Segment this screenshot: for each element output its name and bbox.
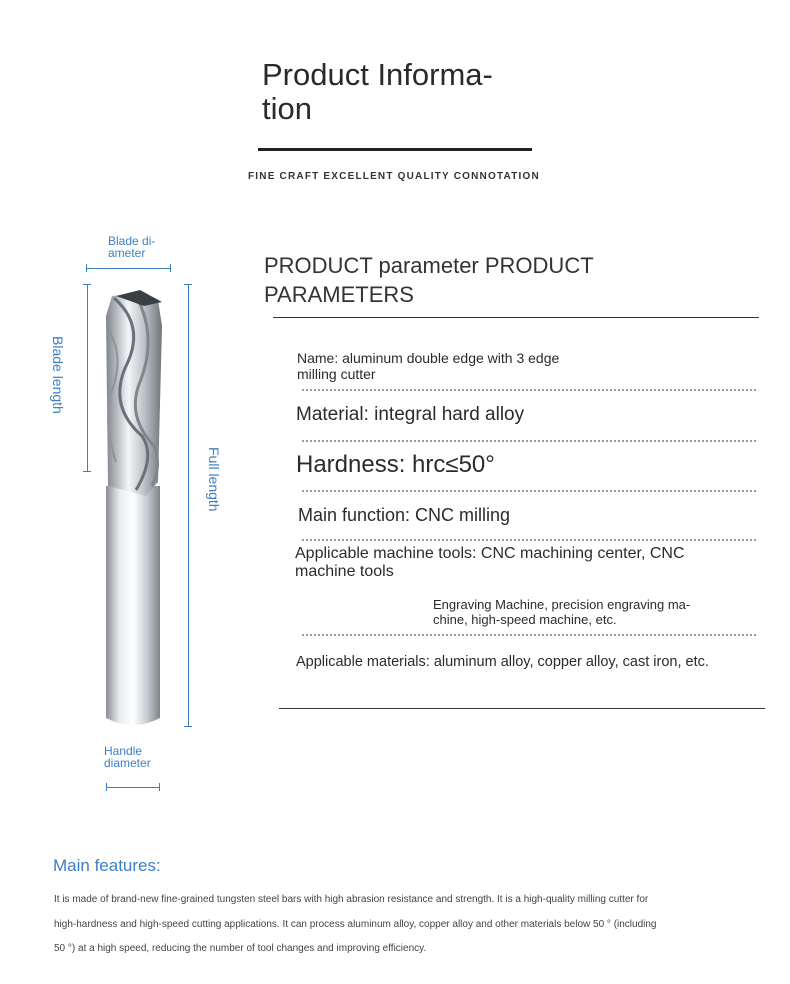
dotted-separator — [302, 539, 756, 541]
blade-diameter-cap-left — [86, 264, 87, 272]
handle-diameter-label: Handle diameter — [104, 744, 151, 770]
blade-length-dimension-line — [87, 284, 88, 472]
handle-diameter-cap-right — [159, 783, 160, 791]
parameters-bottom-rule — [279, 708, 765, 709]
param-machine-tools-extra: Engraving Machine, precision engraving ma- chine, high-speed machine, etc. — [433, 597, 691, 627]
handle-diameter-cap-left — [106, 783, 107, 791]
blade-diameter-label: Blade di- ameter — [108, 234, 156, 260]
param-name: Name: aluminum double edge with 3 edge milling cutter — [297, 350, 560, 382]
parameters-top-rule — [273, 317, 759, 318]
param-materials: Applicable materials: aluminum alloy, copper alloy, cast iron, etc. — [296, 654, 709, 670]
param-hardness: Hardness: hrc≤50° — [296, 451, 495, 478]
page-title: Product Informa- tion — [262, 57, 493, 126]
end-mill-image — [96, 286, 176, 734]
full-length-label: Full length — [206, 447, 222, 512]
param-material: Material: integral hard alloy — [296, 404, 525, 425]
blade-length-label: Blade length — [50, 336, 66, 414]
blade-length-cap-top — [83, 284, 91, 285]
page-subtitle: FINE CRAFT EXCELLENT QUALITY CONNOTATION — [248, 171, 540, 182]
full-length-cap-bottom — [184, 726, 192, 727]
dotted-separator — [302, 634, 756, 636]
handle-diameter-dimension-line — [106, 787, 160, 788]
blade-diameter-dimension-line — [86, 268, 171, 269]
features-text: It is made of brand-new fine-grained tungsten steel bars with high abrasion resistance and strength. It is a high-quality milling cutter for high-hardness and high-speed cutting applications. It can process aluminum alloy, copper alloy and other materials below 50 ° (including 50 °) at a high speed, reducing the number of tool changes and improving efficiency. — [54, 894, 657, 954]
full-length-dimension-line — [188, 284, 189, 726]
param-machine-tools: Applicable machine tools: CNC machining center, CNC machine tools — [295, 545, 685, 580]
title-underline — [258, 148, 532, 151]
blade-length-cap-bottom — [83, 471, 91, 472]
param-main-function: Main function: CNC milling — [298, 505, 511, 525]
blade-diameter-cap-right — [170, 264, 171, 272]
features-title: Main features: — [53, 856, 161, 875]
dotted-separator — [302, 490, 756, 492]
parameters-heading: PRODUCT parameter PRODUCT PARAMETERS — [264, 253, 594, 307]
dotted-separator — [302, 440, 756, 442]
dotted-separator — [302, 389, 756, 391]
full-length-cap-top — [184, 284, 192, 285]
